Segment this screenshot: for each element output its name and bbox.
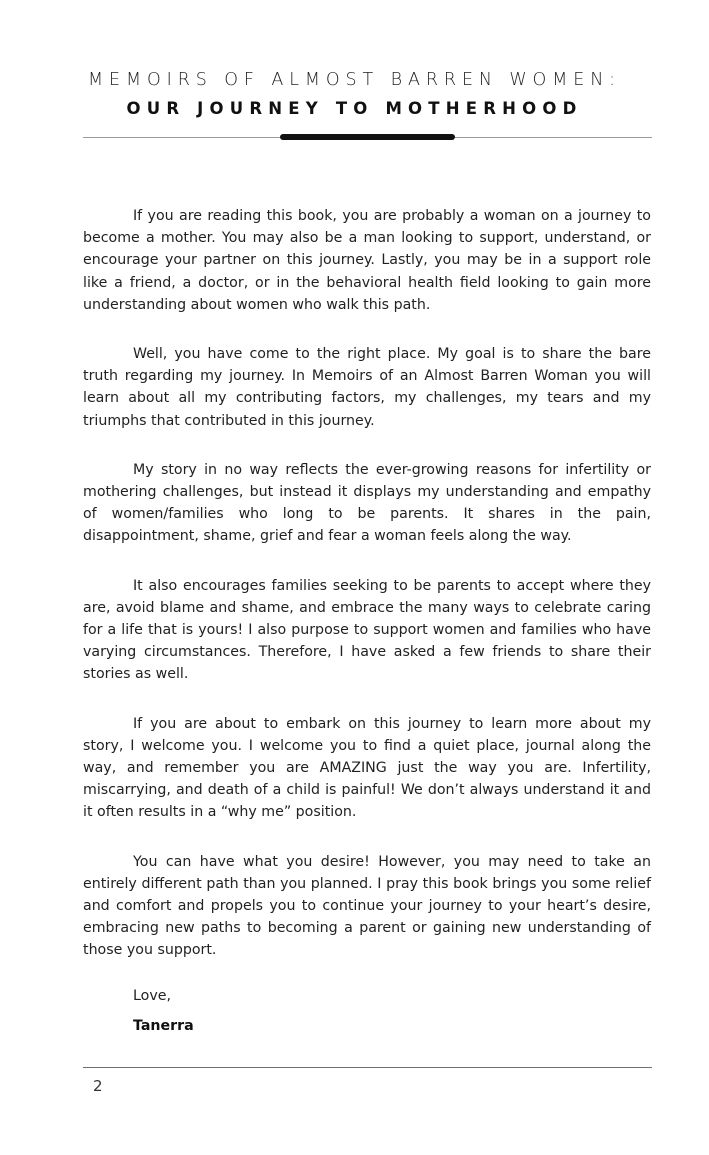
paragraph-4: It also encourages families seeking to be parents to accept where they are, avoid blame and shame, and embrace the many ways to celebrate caring for a life that is yours! I also purpose to support women and families who have varying circumstances. Therefore, I have asked a few friends to share their stories as well. [83, 577, 651, 683]
page-number: 2 [93, 1077, 103, 1095]
book-title-line-2: OUR JOURNEY TO MOTHERHOOD [126, 99, 583, 118]
paragraph-3: My story in no way reflects the ever-growing reasons for infertility or mothering challenges, but instead it displays my understanding and empathy of women/families who long to be parents. It shares in the pain, disappointment, shame, grief and fear a woman feels along the way. [83, 461, 651, 545]
footer-divider [83, 1067, 652, 1068]
paragraph-2: Well, you have come to the right place. My goal is to share the bare truth regarding my journey. In Memoirs of an Almost Barren Woman you will learn about all my contributing factors, my challenges, my tears and my triumphs that contributed in this journey. [83, 346, 651, 429]
paragraph-5: If you are about to embark on this journey to learn more about my story, I welcome you. I welcome you to find a quiet place, journal along the way, and remember you are AMAZING just the way you are. Infertility, miscarrying, and death of a child is painful! We don’t always understand it and it often results in a “why me” position. [83, 715, 651, 821]
header-accent-bar [280, 134, 455, 140]
paragraph-6: You can have what you desire! However, you may need to take an entirely different path than you planned. I pray this book brings you some relief and comfort and propels you to continue your journey to your heart’s desire, embracing new paths to becoming a parent or gaining new understanding of those you support. [83, 853, 651, 959]
paragraph-1: If you are reading this book, you are probably a woman on a journey to become a mother. You may also be a man looking to support, understand, or encourage your partner on this journey. Lastly, you may be in a support role like a friend, a doctor, or in the behavioral health field looking to gain more understanding about women who walk this path. [83, 208, 651, 313]
book-title-line-1: MEMOIRS OF ALMOST BARREN WOMEN: [88, 70, 621, 90]
body-text [83, 205, 651, 989]
closing-salutation: Love, [133, 988, 171, 1004]
author-signature: Tanerra [133, 1018, 194, 1034]
